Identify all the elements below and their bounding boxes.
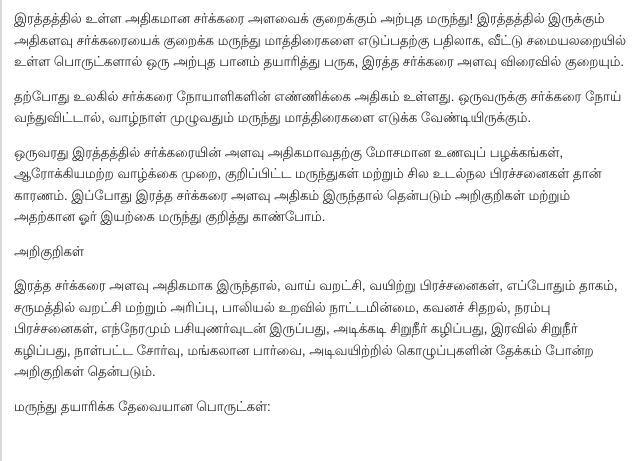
- heading-symptoms: அறிகுறிகள்: [14, 243, 84, 259]
- article-body: [14, 8, 626, 418]
- paragraph-causes: ஒருவரது இரத்தத்தில் சர்க்கரையின் அளவு அதிகமாவதற்கு மோசமான உணவுப் பழக்கங்கள், ஆரோக்கியமற்ற வாழ்க்கை முறை, குறிப்பிட்ட மருந்துகள் மற்றும் சில உடல்நல பிரச்சனைகள் தான் காரணம். இப்போது இரத்த சர்க்கரை அளவு அதிகம் இருந்தால் தென்படும் அறிகுறிகள் மற்றும் அதற்கான ஓர் இயற்கை மருந்து குறித்து காண்போம்.: [14, 144, 602, 225]
- paragraph-prevalence: தற்போது உலகில் சர்க்கரை நோயாளிகளின் எண்ணிக்கை அதிகம் உள்ளது. ஒருவருக்கு சர்க்கரை நோய் வந்துவிட்டால், வாழ்நாள் முழுவதும் மருந்து மாத்திரைகளை எடுக்க வேண்டியிருக்கும்.: [14, 88, 622, 126]
- page-left-rule: [0, 0, 2, 461]
- paragraph-intro: இரத்தத்தில் உள்ள அதிகமான சர்க்கரை அளவைக் குறைக்கும் அற்புத மருந்து! இரத்தத்தில் இருக்கும் அதிகளவு சர்க்கரையைக் குறைக்க மருந்து மாத்திரைகளை எடுப்பதற்கு பதிலாக, வீட்டு சமையலறையில் உள்ள பொருட்களால் ஒரு அற்புத பானம் தயாரித்து பருக, இரத்த சர்க்கரை அளவு விரைவில் குறையும்.: [14, 11, 626, 70]
- heading-ingredients: மருந்து தயாரிக்க தேவையான பொருட்கள்:: [14, 398, 271, 414]
- paragraph-symptoms: இரத்த சர்க்கரை அளவு அதிகமாக இருந்தால், வாய் வறட்சி, வயிற்று பிரச்சனைகள், எப்போதும் தாகம், சருமத்தில் வறட்சி மற்றும் அரிப்பு, பாலியல் உறவில் நாட்டமின்மை, கவனச் சிதறல், நரம்பு பிரச்சனைகள், எந்நேரமும் பசியுணர்வுடன் இருப்பது, அடிக்கடி சிறுநீர் கழிப்பது, இரவில் சிறுநீர் கழிப்பது, நாள்பட்ட சோர்வு, மங்கலான பார்வை, அடிவயிற்றில் கொழுப்புகளின் தேக்கம் போன்ற அறிகுறிகள் தென்படும்.: [14, 278, 618, 380]
